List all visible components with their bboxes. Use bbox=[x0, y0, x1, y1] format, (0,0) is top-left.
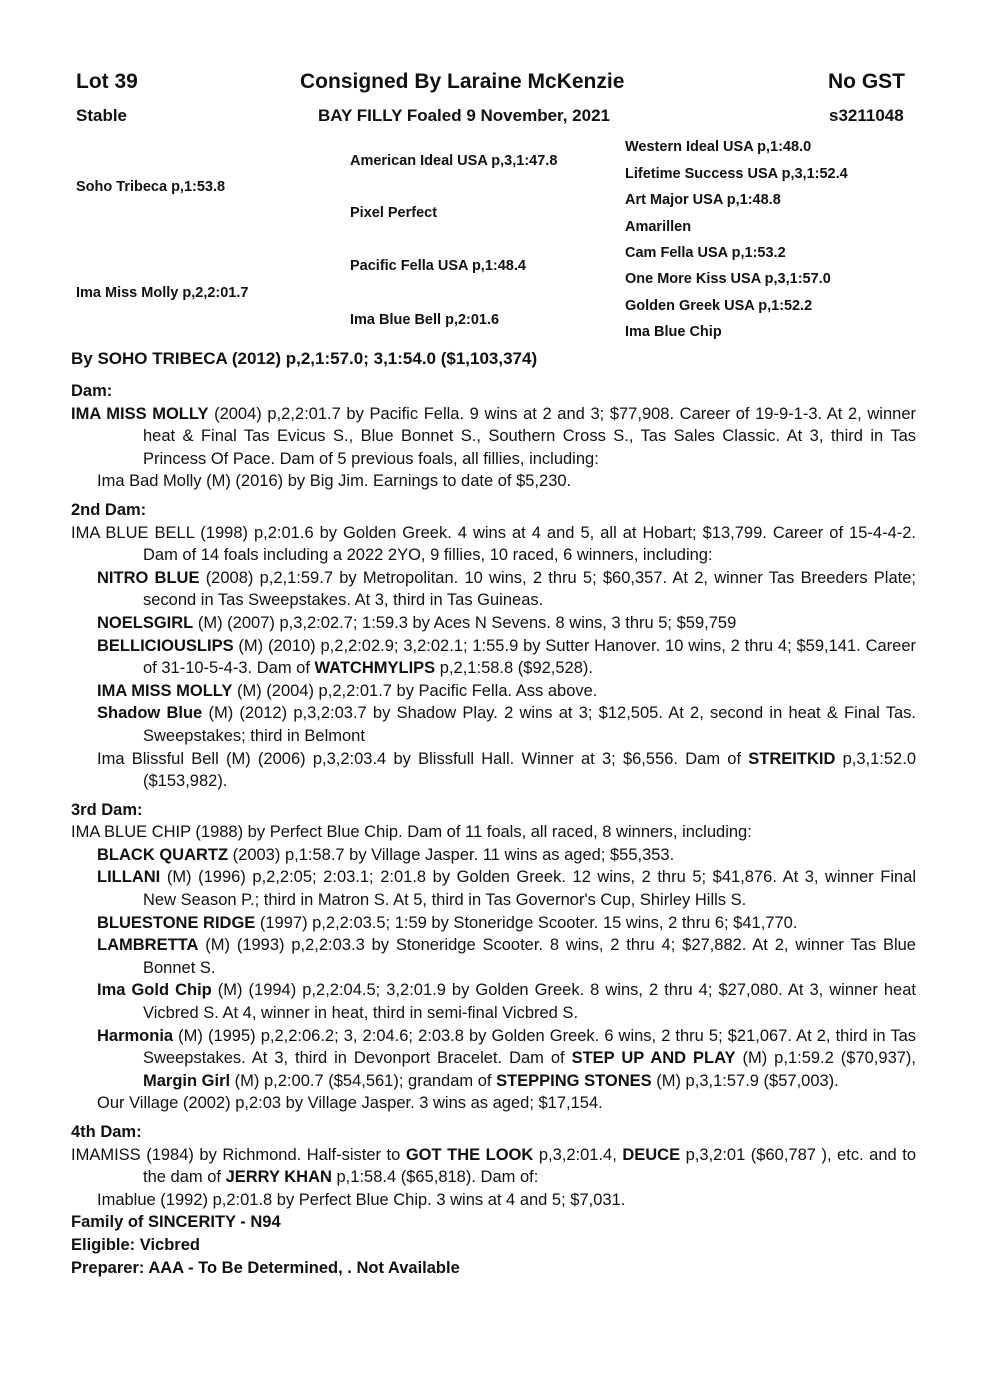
third-dam-entry bbox=[71, 912, 916, 935]
pedigree-dam-dam: Ima Blue Bell p,2:01.6 bbox=[350, 312, 500, 328]
entry-text: (M) (2012) p,3,2:03.7 by Shadow Play. 2 wins at 3; $12,505. At 2, second in heat & Final Tas. Sweepstakes; third in Belmont bbox=[143, 704, 916, 745]
pedigree-g3: Art Major USA p,1:48.8 bbox=[625, 192, 781, 208]
third-dam-entry: Our Village (2002) p,2:03 by Village Jasper. 3 wins as aged; $17,154. bbox=[97, 1094, 603, 1113]
entry-text: (M) p,2:00.7 ($54,561); grandam of bbox=[230, 1071, 497, 1090]
entry-name: IMA MISS MOLLY bbox=[97, 681, 233, 700]
sire-line: By SOHO TRIBECA (2012) p,2,1:57.0; 3,1:54.0 ($1,103,374) bbox=[71, 349, 538, 368]
fourth-dam-heading: 4th Dam: bbox=[71, 1123, 142, 1141]
entry-name: BLACK QUARTZ bbox=[97, 845, 229, 864]
entry-text: p,3,1:52.0 ($153,982). bbox=[143, 749, 916, 791]
consignor: Consigned By Laraine McKenzie bbox=[300, 70, 625, 93]
pedigree-g6: One More Kiss USA p,3,1:57.0 bbox=[625, 271, 831, 287]
entry-progeny: STREITKID bbox=[748, 749, 836, 768]
second-dam-entry bbox=[71, 612, 916, 635]
second-dam-entry bbox=[71, 635, 916, 680]
entry-text: (M) (1993) p,2,2:03.3 by Stoneridge Scooter. 8 wins, 2 thru 4; $27,882. At 2, winner Tas Blue Bonnet S. bbox=[143, 936, 916, 977]
entry-text: (M) (1994) p,2,2:04.5; 3,2:01.9 by Golden Greek. 8 wins, 2 thru 4; $27,080. At 3, winner heat Vicbred S. At 4, winner in heat, third in semi-final Vicbred S. bbox=[143, 981, 916, 1023]
entry-text: IMAMISS (1984) by Richmond. Half-sister to bbox=[71, 1145, 406, 1164]
lot-code: s3211048 bbox=[829, 106, 904, 125]
pedigree-g1: Western Ideal USA p,1:48.0 bbox=[625, 139, 812, 155]
third-dam-heading: 3rd Dam: bbox=[71, 800, 143, 819]
catalogue-body bbox=[71, 380, 916, 1279]
third-dam-entry bbox=[71, 844, 916, 867]
dam-text: (2004) p,2,2:01.7 by Pacific Fella. 9 wins at 2 and 3; $77,908. Career of 19-9-1-3. At 2, winner heat & Final Tas Evicus S., Blue Bonnet S., Southern Cross S., Tas Sales Classic. At 3, third in Tas Princess Of Pace. Dam of 5 previous foals, all fillies, including: bbox=[143, 404, 916, 468]
third-dam-entry bbox=[71, 979, 916, 1024]
dam-paragraph bbox=[71, 403, 916, 471]
entry-text: (2003) p,1:58.7 by Village Jasper. 11 wins as aged; $55,353. bbox=[228, 845, 675, 864]
pedigree-dam-sire: Pacific Fella USA p,1:48.4 bbox=[350, 258, 526, 274]
fourth-dam-foal: Imablue (1992) p,2:01.8 by Perfect Blue Chip. 3 wins at 4 and 5; $7,031. bbox=[97, 1190, 626, 1209]
entry-text: (M) (2007) p,3,2:02.7; 1:59.3 by Aces N Sevens. 8 wins, 3 thru 5; $59,759 bbox=[193, 613, 737, 632]
second-dam-entry bbox=[71, 680, 916, 703]
pedigree-sire-sire: American Ideal USA p,3,1:47.8 bbox=[350, 153, 558, 169]
entry-name: LAMBRETTA bbox=[97, 936, 199, 955]
entry-text: p,1:58.4 ($65,818). Dam of: bbox=[331, 1168, 539, 1187]
fourth-dam-paragraph bbox=[71, 1144, 916, 1189]
gst-status: No GST bbox=[828, 70, 905, 93]
pedigree-sire: Soho Tribeca p,1:53.8 bbox=[76, 179, 226, 195]
third-dam-entry bbox=[71, 1025, 916, 1093]
entry-name: Shadow Blue bbox=[97, 704, 203, 723]
lot-number: Lot 39 bbox=[76, 70, 138, 93]
pedigree-g5: Cam Fella USA p,1:53.2 bbox=[625, 245, 786, 261]
second-dam-entry bbox=[71, 702, 916, 747]
entry-text: Ima Blissful Bell (M) (2006) p,3,2:03.4 by Blissfull Hall. Winner at 3; $6,556. Dam of bbox=[97, 749, 749, 768]
pedigree-g4: Amarillen bbox=[625, 219, 692, 235]
third-dam-entry bbox=[71, 934, 916, 979]
eligible-line: Eligible: Vicbred bbox=[71, 1235, 200, 1254]
entry-progeny: Margin Girl bbox=[143, 1071, 231, 1090]
entry-progeny: STEPPING STONES bbox=[496, 1071, 652, 1090]
entry-text: p,2,1:58.8 ($92,528). bbox=[435, 659, 593, 678]
entry-text: (M) (2004) p,2,2:01.7 by Pacific Fella. Ass above. bbox=[232, 681, 598, 700]
entry-text: (M) (1995) p,2,2:06.2; 3, 2:04.6; 2:03.8 by Golden Greek. 6 wins, 2 thru 5; $21,067. At 2, third in Tas Sweepstakes. At 3, third in Devonport Bracelet. Dam of bbox=[143, 1026, 916, 1068]
pedigree-g2: Lifetime Success USA p,3,1:52.4 bbox=[625, 166, 848, 182]
entry-name: Harmonia bbox=[97, 1026, 174, 1045]
entry-text: (M) p,1:59.2 ($70,937), bbox=[735, 1049, 916, 1068]
entry-name: LILLANI bbox=[97, 868, 161, 887]
second-dam-heading: 2nd Dam: bbox=[71, 500, 147, 519]
entry-name: NOELSGIRL bbox=[97, 613, 194, 632]
entry-name: BLUESTONE RIDGE bbox=[97, 913, 256, 932]
second-dam-paragraph: IMA BLUE BELL (1998) p,2:01.6 by Golden Greek. 4 wins at 4 and 5, all at Hobart; $13,799. Career of 15-4-4-2. Dam of 14 foals including a 2022 2YO, 9 fillies, 10 raced, 6 winners, including: bbox=[71, 523, 916, 565]
pedigree-g7: Golden Greek USA p,1:52.2 bbox=[625, 298, 813, 314]
entry-name: NITRO BLUE bbox=[97, 568, 200, 587]
dam-name: IMA MISS MOLLY bbox=[71, 404, 209, 423]
pedigree-dam: Ima Miss Molly p,2,2:01.7 bbox=[76, 285, 249, 301]
entry-progeny: STEP UP AND PLAY bbox=[571, 1049, 736, 1068]
stable-label: Stable bbox=[76, 106, 128, 125]
entry-name: Ima Gold Chip bbox=[97, 981, 212, 1000]
dam-foal: Ima Bad Molly (M) (2016) by Big Jim. Earnings to date of $5,230. bbox=[97, 472, 572, 491]
entry-text: (M) (2010) p,2,2:02.9; 3,2:02.1; 1:55.9 by Sutter Hanover. 10 wins, 2 thru 4; $59,141. Career of 31-10-5-4-3. Dam of bbox=[143, 636, 916, 678]
third-dam-paragraph: IMA BLUE CHIP (1988) by Perfect Blue Chip. Dam of 11 foals, all raced, 8 winners, including: bbox=[71, 823, 752, 842]
entry-progeny: DEUCE bbox=[622, 1145, 681, 1164]
entry-text: (2008) p,2,1:59.7 by Metropolitan. 10 wins, 2 thru 5; $60,357. At 2, winner Tas Breeders Plate; second in Tas Sweepstakes. At 3, third in Tas Guineas. bbox=[143, 568, 916, 610]
entry-text: (M) (1996) p,2,2:05; 2:03.1; 2:01.8 by Golden Greek. 12 wins, 2 thru 5; $41,876. At 3, winner Final New Season P.; third in Matron S. At 5, third in Tas Governor's Cup, Shirley Hills S. bbox=[143, 868, 916, 910]
third-dam-entry bbox=[71, 866, 916, 911]
second-dam-entry bbox=[71, 748, 916, 793]
pedigree-sire-dam: Pixel Perfect bbox=[350, 205, 438, 221]
pedigree-g8: Ima Blue Chip bbox=[625, 324, 722, 340]
entry-text: p,3,2:01.4, bbox=[533, 1145, 623, 1164]
entry-progeny: GOT THE LOOK bbox=[405, 1145, 534, 1164]
entry-progeny: WATCHMYLIPS bbox=[314, 659, 436, 678]
family-line: Family of SINCERITY - N94 bbox=[71, 1213, 281, 1232]
preparer-line: Preparer: AAA - To Be Determined, . Not Available bbox=[71, 1258, 460, 1277]
entry-text: p,3,2:01 ($60,787 ), etc. and to the dam of bbox=[143, 1145, 916, 1187]
second-dam-entry bbox=[71, 567, 916, 612]
entry-text: (M) p,3,1:57.9 ($57,003). bbox=[651, 1071, 839, 1090]
dam-heading: Dam: bbox=[71, 382, 113, 400]
entry-text: (1997) p,2,2:03.5; 1:59 by Stoneridge Scooter. 15 wins, 2 thru 6; $41,770. bbox=[255, 913, 798, 932]
entry-name: BELLICIOUSLIPS bbox=[97, 636, 234, 655]
horse-description: BAY FILLY Foaled 9 November, 2021 bbox=[318, 106, 610, 125]
entry-progeny: JERRY KHAN bbox=[225, 1168, 332, 1187]
